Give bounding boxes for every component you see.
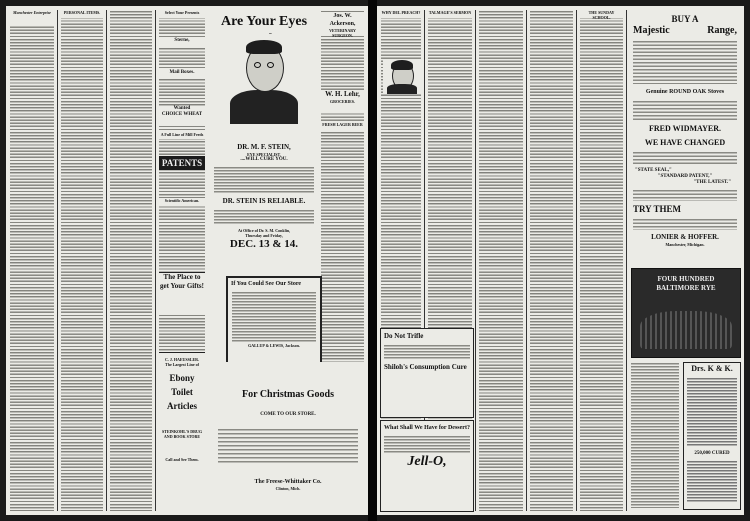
- clinton: Clinton, Mich.: [275, 486, 301, 491]
- freese-whittaker: The Freese-Whittaker Co.: [254, 479, 322, 485]
- masthead: Manchester Enterprise: [13, 10, 51, 15]
- wanted-heading: Wanted: [173, 106, 191, 111]
- scientific-american: Scientific American.: [164, 198, 200, 203]
- round-oak: Genuine ROUND OAK Stoves: [645, 89, 725, 95]
- christmas-goods-ad: [210, 362, 366, 512]
- column-e: [578, 10, 625, 511]
- cured-count: 250,000 CURED: [694, 451, 730, 456]
- bottom-left-text: [631, 362, 679, 508]
- right-ads-column: [629, 10, 741, 510]
- eyes-bad-ad: [210, 10, 318, 270]
- if-you-could-see: If You Could See Our Store: [231, 281, 302, 287]
- do-not-trifle: Do Not Trifle: [384, 332, 424, 340]
- jello-ad: [380, 420, 474, 512]
- the-latest: "THE LATEST.": [693, 180, 731, 185]
- column-4-ads: [157, 10, 207, 511]
- column-c: [477, 10, 525, 511]
- column-1: [8, 10, 56, 511]
- buy-a: BUY A: [671, 14, 699, 24]
- eye-specialist: EYE SPECIALIST,: [247, 152, 281, 157]
- groceries: GROCERIES.: [329, 99, 355, 104]
- ackerson-name: Jos. W. Ackerson,: [329, 13, 356, 27]
- choice-wheat: CHOICE WHEAT: [161, 112, 203, 117]
- shiloh-ad: [380, 328, 474, 418]
- column-2: [59, 10, 105, 511]
- baltimore-rye-ad: [631, 268, 741, 358]
- shiloh-cure: Shiloh's Consumption Cure: [384, 363, 467, 371]
- dec-dates: DEC. 13 & 14.: [229, 238, 299, 250]
- place-to-get-gifts: The Place to get Your Gifts!: [160, 273, 204, 290]
- haeussler-name: C. J. HAEUSSLER.: [164, 357, 200, 362]
- right-page: [377, 6, 744, 515]
- come-to-store: COME TO OUR STORE.: [260, 412, 316, 417]
- call-see: Call and See Them.: [165, 457, 199, 462]
- talmage-sermon: TALMAGE'S SERMON: [428, 10, 472, 15]
- lonier-hoffer: LONIER & HOFFER.: [651, 233, 719, 241]
- articles: Articles: [167, 401, 197, 411]
- lonier-location: Manchester, Michigan.: [665, 242, 705, 247]
- sterne-ad: Sterne,: [174, 38, 190, 43]
- mail-boxes-ad: Mail Boxes.: [169, 70, 195, 75]
- largest-line: The Largest Line of: [165, 362, 199, 367]
- will-cure: ....WILL CURE YOU.: [240, 157, 288, 162]
- dessert-question: What Shall We Have for Dessert?: [384, 425, 470, 431]
- why-preach: WHY DEL PREACH?: [381, 10, 421, 15]
- toilet: Toilet: [171, 387, 193, 397]
- drs-kk: Drs. K & K.: [691, 364, 733, 373]
- state-seal: "STATE SEAL,": [635, 168, 672, 173]
- lehr-name: W. H. Lehr,: [325, 90, 360, 98]
- fresh-lager: FRESH LAGER BEER: [322, 122, 363, 127]
- four-hundred: FOUR HUNDRED: [657, 275, 715, 283]
- personal-items-heading: PERSONAL ITEMS.: [63, 10, 101, 15]
- dr-stein-portrait: [224, 34, 304, 124]
- majestic: Majestic: [633, 25, 670, 36]
- steinkohl: STEINKOHL'S DRUG AND BOOK STORE: [161, 429, 203, 439]
- column-d: [528, 10, 575, 511]
- baltimore-rye: BALTIMORE RYE: [656, 284, 716, 292]
- preacher-portrait: [383, 60, 421, 94]
- column-3: [108, 10, 154, 511]
- full-line-feeds: A Full Line of Mill Feeds: [160, 132, 204, 137]
- ebony: Ebony: [169, 373, 195, 383]
- christmas-goods: For Christmas Goods: [241, 389, 335, 400]
- fred-widmayer: FRED WIDMAYER.: [648, 124, 721, 133]
- left-page: [6, 6, 368, 515]
- gallup-lewis-ad: [226, 276, 322, 364]
- eyes-bad-title: Are Your Eyes: [220, 14, 308, 29]
- jello: Jell-O,: [407, 454, 447, 469]
- we-have-changed: WE HAVE CHANGED: [644, 138, 726, 147]
- masthead-block: [10, 10, 54, 26]
- standard-patent: "STANDARD PATENT,": [657, 174, 713, 179]
- veterinary: VETERINARY SURGEON.: [329, 28, 356, 38]
- drs-kk-ad: [683, 362, 741, 510]
- range: Range,: [707, 25, 737, 36]
- try-them: TRY THEM: [633, 204, 681, 214]
- gallup-lewis: GALLUP & LEWIS, Jackson.: [248, 343, 300, 348]
- dr-stein-name: DR. M. F. STEIN,: [237, 143, 291, 151]
- office: At Office of Dr. S. M. Conklin,: [237, 228, 291, 233]
- haeussler-ad: [159, 352, 205, 513]
- stein-reliable: DR. STEIN IS RELIABLE.: [222, 197, 306, 205]
- thursday-friday: Thursday and Friday,: [245, 233, 283, 238]
- page-gutter: [368, 0, 377, 521]
- patents-ad: PATENTS: [161, 158, 203, 168]
- sunday-school: THE SUNDAY SCHOOL.: [588, 10, 615, 20]
- select-presents: Select Your Presents: [164, 10, 200, 15]
